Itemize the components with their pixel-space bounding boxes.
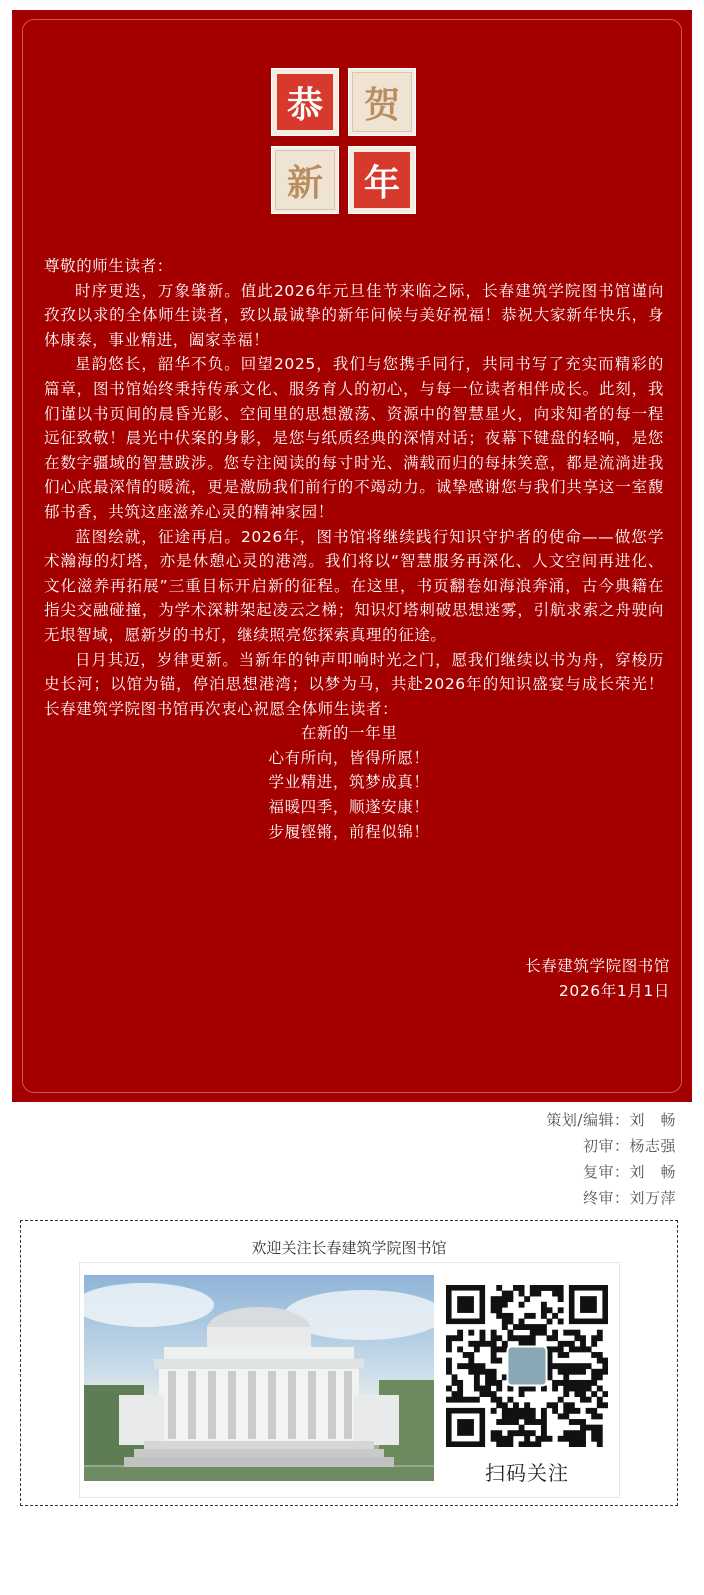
- credit-role: 复审：: [582, 1163, 630, 1181]
- credit-row: [546, 1107, 676, 1133]
- tile-char: 新: [275, 150, 335, 210]
- credit-row: [546, 1185, 676, 1211]
- credit-role: 终审：: [582, 1189, 630, 1207]
- signature-org: 长春建筑学院图书馆: [525, 957, 670, 975]
- wish-line: 福暖四季，顺遂安康！: [268, 798, 430, 817]
- credit-name: 刘 畅: [629, 1163, 676, 1181]
- letter-paragraph: 星韵悠长，韶华不负。回望2025，我们与您携手同行，共同书写了充实而精彩的篇章，图书馆始终秉持传承文化、服务育人的初心，与每一位读者相伴成长。此刻，我们谨以书页间的晨昏光影、空间里的思想激荡、资源中的智慧星火，向求知者的每一程远征致敬！晨光中伏案的身影，是您与纸质经典的深情对话；夜幕下键盘的轻响，是您在数字疆域的智慧跋涉。您专注阅读的每寸时光、满载而归的每抹笑意，都是流淌进我们心底最深情的暖流，更是激励我们前行的不竭动力。诚挚感谢您与我们共享这一室馥郁书香，共筑这座滋养心灵的精神家园！: [44, 355, 664, 521]
- salutation: 尊敬的师生读者：: [44, 257, 173, 275]
- signature-date: 2026年1月1日: [558, 982, 670, 1000]
- tile-xin: [271, 146, 339, 214]
- scan-label: 扫码关注: [485, 1461, 569, 1485]
- library-building-photo: [84, 1275, 434, 1481]
- wishes: [44, 721, 664, 844]
- tile-char: 贺: [352, 72, 412, 132]
- letter-paragraph: 时序更迭，万象肇新。值此2026年元旦佳节来临之际，长春建筑学院图书馆谨向孜孜以求的全体师生读者，致以最诚挚的新年问候与美好祝福！恭祝大家新年快乐，身体康泰，事业精进，阖家幸福！: [44, 281, 664, 349]
- promo-card: [79, 1262, 620, 1498]
- credit-name: 刘 畅: [629, 1111, 676, 1129]
- follow-box: [20, 1220, 678, 1506]
- signature: [525, 954, 670, 1004]
- qr-code[interactable]: [446, 1285, 608, 1447]
- credit-name: 刘万萍: [629, 1189, 676, 1207]
- letter-paragraph: 蓝图绘就，征途再启。2026年，图书馆将继续践行知识守护者的使命——做您学术瀚海的灯塔，亦是休憩心灵的港湾。我们将以“智慧服务再深化、人文空间再进化、文化滋养再拓展”三重目标开启新的征程。在这里，书页翻卷如海浪奔涌，古今典籍在指尖交融碰撞，为学术深耕架起凌云之梯；知识灯塔刺破思想迷雾，引航求索之舟驶向无垠智域，愿新岁的书灯，继续照亮您探索真理的征途。: [44, 527, 664, 644]
- tile-he: [348, 68, 416, 136]
- qr-code-icon: [446, 1285, 608, 1447]
- follow-title: 欢迎关注长春建筑学院图书馆: [251, 1239, 447, 1257]
- credit-role: 策划/编辑：: [546, 1111, 630, 1129]
- tile-nian: [348, 146, 416, 214]
- tile-char: 年: [352, 150, 412, 210]
- credit-row: [546, 1133, 676, 1159]
- credit-role: 初审：: [582, 1137, 630, 1155]
- letter-body: [44, 254, 664, 844]
- wish-line: 步履铿锵，前程似锦！: [268, 822, 430, 841]
- wish-line: 心有所向，皆得所愿！: [268, 748, 430, 767]
- letter-paragraph: 日月其迈，岁律更新。当新年的钟声叩响时光之门，愿我们继续以书为舟，穿梭历史长河；以馆为锚，停泊思想港湾；以梦为马，共赴2026年的知识盛宴与成长荣光！长春建筑学院图书馆再次衷心祝愿全体师生读者：: [44, 650, 664, 718]
- tile-gong: [271, 68, 339, 136]
- credits: [546, 1107, 676, 1211]
- wish-line: 学业精进，筑梦成真！: [268, 773, 430, 792]
- wish-line: 在新的一年里: [300, 724, 398, 743]
- credit-name: 杨志强: [629, 1137, 676, 1155]
- tile-char: 恭: [275, 72, 335, 132]
- credit-row: [546, 1159, 676, 1185]
- building-illustration: [84, 1275, 434, 1481]
